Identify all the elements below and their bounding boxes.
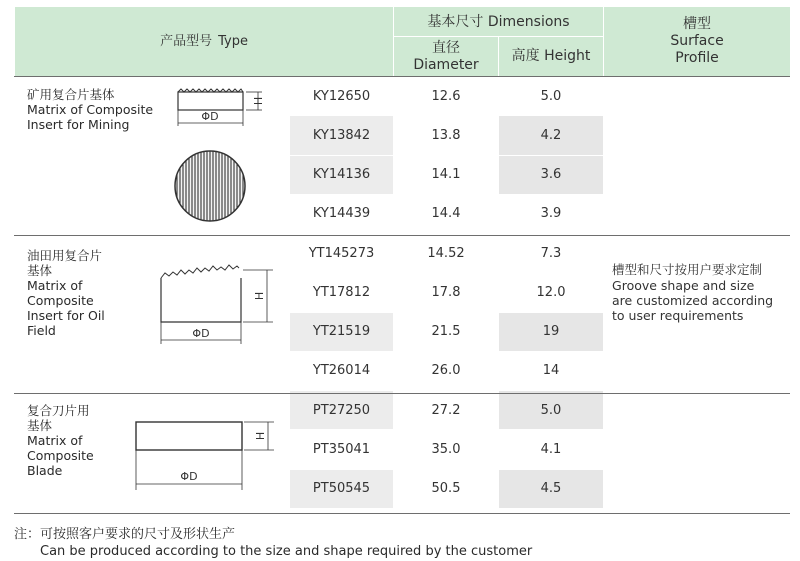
rule-bottom (14, 513, 790, 514)
header-type-cn: 产品型号 (160, 33, 213, 49)
type-label-oilfield (27, 248, 105, 338)
model-cell: KY13842 (290, 116, 394, 155)
model-cell: PT27250 (290, 391, 394, 430)
rule-group-3 (14, 393, 790, 394)
footnote-en: Can be produced according to the size and shape required by the customer (40, 544, 533, 559)
type-name-en: Matrix of Composite (27, 102, 154, 117)
mining-insert-figure (170, 86, 280, 231)
type-name-en: Matrix of (27, 433, 83, 448)
diameter-cell: 17.8 (394, 273, 499, 312)
h-dimension-label: H (253, 291, 266, 301)
d-dimension-label: ΦD (180, 470, 198, 483)
mining-insert-side-shape (178, 92, 243, 110)
type-name-en: Insert for Mining (27, 117, 130, 132)
height-cell: 4.1 (499, 430, 604, 469)
type-name-en: Blade (27, 463, 63, 478)
type-name-en: Composite (27, 448, 94, 463)
diameter-cell: 13.8 (394, 116, 499, 155)
header-profile-en1: Surface (670, 33, 724, 49)
footnote-cn: 注：可按照客户要求的尺寸及形状生产 (14, 527, 236, 542)
type-name-en: Field (27, 323, 56, 338)
diameter-cell: 26.0 (394, 351, 499, 390)
d-dimension-label: ΦD (192, 327, 210, 340)
model-cell: PT50545 (290, 469, 394, 508)
footnote (14, 526, 532, 560)
profile-cell (604, 77, 791, 509)
type-name-en: Composite (27, 293, 94, 308)
rule-top (14, 76, 790, 77)
diameter-cell: 35.0 (394, 430, 499, 469)
h-dimension-label: H (254, 431, 267, 441)
header-diameter-en: Diameter (413, 56, 479, 73)
blade-shape (136, 422, 242, 450)
model-cell: KY14439 (290, 194, 394, 233)
oilfield-insert-figure (155, 260, 280, 350)
diameter-cell: 50.5 (394, 469, 499, 508)
model-cell: YT26014 (290, 351, 394, 390)
height-cell: 19 (499, 312, 604, 351)
type-name-en: Matrix of (27, 278, 83, 293)
height-cell: 3.9 (499, 194, 604, 233)
height-cell: 5.0 (499, 391, 604, 430)
diameter-cell: 12.6 (394, 77, 499, 116)
header-height: 高度 Height (499, 37, 604, 77)
type-name-en: Insert for Oil (27, 308, 105, 323)
model-cell: YT17812 (290, 273, 394, 312)
header-type-en: Type (218, 33, 248, 49)
height-cell: 3.6 (499, 155, 604, 194)
model-cell: YT145273 (290, 234, 394, 273)
header-profile-en2: Profile (675, 50, 719, 66)
profile-note-en: to user requirements (612, 308, 744, 323)
d-dimension-label: ΦD (201, 110, 219, 123)
diameter-cell: 14.1 (394, 155, 499, 194)
rule-group-2 (14, 235, 790, 236)
type-name-cn: 基体 (27, 263, 53, 278)
type-label-blade (27, 403, 94, 478)
profile-note-en: Groove shape and size (612, 278, 755, 293)
height-cell: 14 (499, 351, 604, 390)
type-label-mining (27, 87, 153, 132)
height-cell: 4.5 (499, 469, 604, 508)
profile-note-en: are customized according (612, 293, 774, 308)
type-name-cn: 油田用复合片 (27, 248, 103, 263)
header-type (15, 7, 394, 77)
header-diameter-cn: 直径 (432, 39, 460, 56)
header-profile-cn: 槽型 (683, 16, 712, 32)
model-cell: YT21519 (290, 312, 394, 351)
type-name-cn: 基体 (27, 418, 53, 433)
height-cell: 4.2 (499, 116, 604, 155)
height-cell: 5.0 (499, 77, 604, 116)
diameter-cell: 14.4 (394, 194, 499, 233)
model-cell: KY14136 (290, 155, 394, 194)
diameter-cell: 21.5 (394, 312, 499, 351)
table-row (15, 77, 791, 116)
blade-figure (130, 412, 280, 497)
header-profile (604, 7, 791, 77)
type-name-cn: 复合刀片用 (27, 403, 90, 418)
type-name-cn: 矿用复合片基体 (27, 87, 115, 102)
oilfield-insert-shape (161, 278, 241, 322)
diameter-cell: 27.2 (394, 391, 499, 430)
model-cell: KY12650 (290, 77, 394, 116)
oilfield-groove-edge (161, 265, 239, 278)
profile-note-cn: 槽型和尺寸按用户要求定制 (612, 262, 763, 277)
height-cell: 12.0 (499, 273, 604, 312)
model-cell: PT35041 (290, 430, 394, 469)
header-diameter (394, 37, 499, 77)
header-dimensions: 基本尺寸 Dimensions (394, 7, 604, 37)
diameter-cell: 14.52 (394, 234, 499, 273)
h-dimension-label: H (252, 96, 265, 106)
height-cell: 7.3 (499, 234, 604, 273)
